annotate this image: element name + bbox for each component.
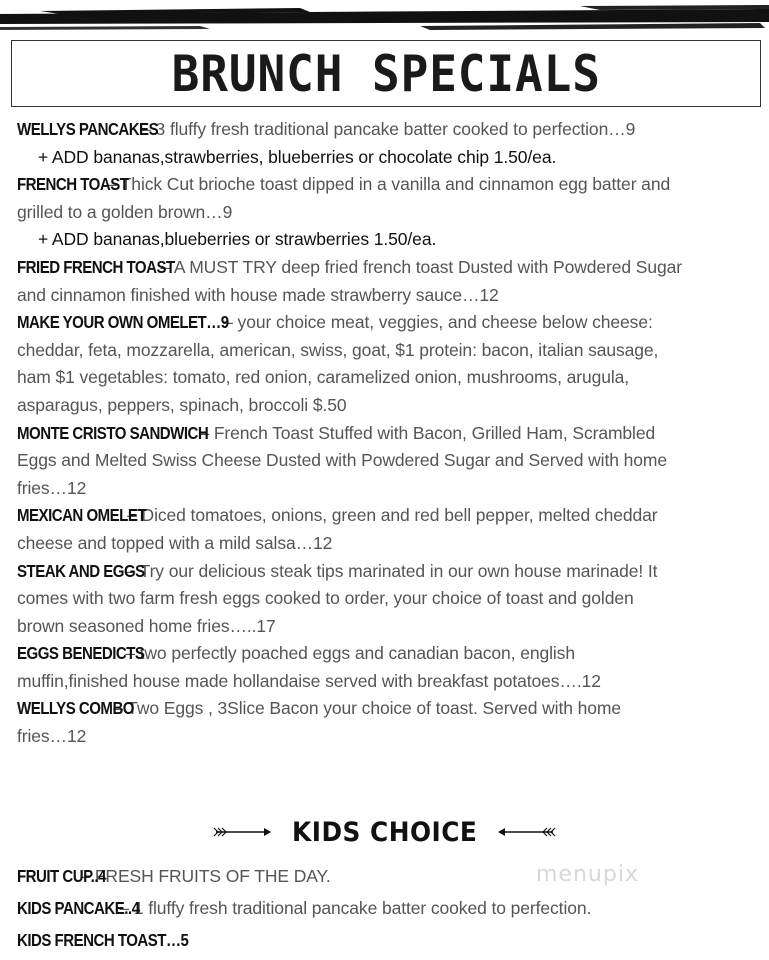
arrow-left-icon (497, 825, 557, 839)
menu-item-wellys-combo (17, 695, 762, 750)
item-name: STEAK AND EGGS (17, 560, 145, 581)
item-name: KIDS FRENCH TOAST…5 (17, 930, 189, 950)
kids-item-fruit-cup (17, 860, 762, 892)
menu-item-steak-and-eggs (17, 558, 762, 641)
item-desc: Eggs and Melted Swiss Cheese Dusted with Powdered Sugar and Served with home (17, 450, 667, 471)
item-desc: – French Toast Stuffed with Bacon, Grilled Ham, Scrambled (199, 422, 656, 443)
item-desc: – 1 fluffy fresh traditional pancake batter cooked to perfection. (119, 898, 592, 918)
item-name: WELLYS COMBO (17, 698, 135, 719)
item-desc: – two perfectly poached eggs and canadian bacon, english (125, 643, 575, 664)
brush-stroke-border (0, 0, 769, 40)
item-name: FRIED FRENCH TOAST (17, 256, 175, 277)
item-desc: fries…12 (17, 477, 87, 498)
menu-item-eggs-benedicts (17, 640, 762, 695)
item-desc: and cinnamon finished with house made strawberry sauce…12 (17, 284, 499, 305)
menu-item-monte-cristo (17, 420, 762, 503)
item-desc: brown seasoned home fries…..17 (17, 615, 276, 636)
item-desc: – Thick Cut brioche toast dipped in a vanilla and cinnamon egg batter and (106, 174, 671, 195)
item-desc: asparagus, peppers, spinach, broccoli $.50 (17, 394, 347, 415)
watermark: menupix (536, 862, 639, 887)
item-desc: fries…12 (17, 726, 87, 747)
menu-item-wellys-pancakes (17, 116, 762, 171)
item-name: WELLYS PANCAKES (17, 119, 159, 139)
item-name: FRUIT CUP..4 (17, 866, 106, 886)
page-title: BRUNCH SPECIALS (171, 44, 601, 103)
item-addon: + ADD bananas,blueberries or strawberries 1.50/ea. (38, 229, 437, 250)
item-name: MAKE YOUR OWN OMELET…9 (17, 312, 229, 333)
item-desc: – A MUST TRY deep fried french toast Dusted with Powdered Sugar (160, 256, 682, 277)
arrow-right-icon (212, 825, 272, 839)
item-desc: – Two Eggs , 3Slice Bacon your choice of toast. Served with home (113, 698, 622, 719)
item-desc: – your choice meat, veggies, and cheese below cheese: (223, 312, 653, 333)
kids-menu-list (17, 860, 762, 956)
menu-item-mexican-omelet (17, 502, 762, 557)
item-name: MEXICAN OMELET (17, 505, 147, 526)
item-desc: – Diced tomatoes, onions, green and red bell pepper, melted cheddar (127, 505, 658, 526)
kids-choice-title: KIDS CHOICE (291, 816, 478, 848)
kids-item-french-toast (17, 924, 762, 956)
item-desc: comes with two farm fresh eggs cooked to order, your choice of toast and golden (17, 588, 634, 609)
item-name: EGGS BENEDICTS (17, 643, 145, 664)
brunch-menu-list (17, 116, 762, 751)
item-desc: cheddar, feta, mozzarella, american, swiss, goat, $1 protein: bacon, italian sausage, (17, 339, 659, 360)
item-addon: + ADD bananas,strawberries, blueberries or chocolate chip 1.50/ea. (38, 146, 557, 167)
item-desc: – 3 fluffy fresh traditional pancake batter cooked to perfection…9 (141, 119, 636, 139)
item-desc: cheese and topped with a mild salsa…12 (17, 532, 333, 553)
item-desc: – Try our delicious steak tips marinated in our own house marinade! It (125, 560, 658, 581)
menu-item-fried-french-toast (17, 254, 762, 309)
item-name: FRENCH TOAST (17, 174, 129, 195)
item-desc: – FRESH FRUITS OF THE DAY. (80, 866, 331, 886)
kids-choice-header (0, 812, 769, 852)
kids-item-pancake (17, 892, 762, 924)
item-name: MONTE CRISTO SANDWICH (17, 422, 209, 443)
item-desc: grilled to a golden brown…9 (17, 201, 233, 222)
menu-item-make-your-own-omelet (17, 309, 762, 419)
item-desc: ham $1 vegetables: tomato, red onion, caramelized onion, mushrooms, arugula, (17, 367, 630, 388)
item-desc: muffin,finished house made hollandaise served with breakfast potatoes….12 (17, 670, 601, 691)
menu-item-french-toast (17, 171, 762, 254)
item-name: KIDS PANCAKE..4 (17, 898, 140, 918)
title-box (11, 40, 761, 107)
